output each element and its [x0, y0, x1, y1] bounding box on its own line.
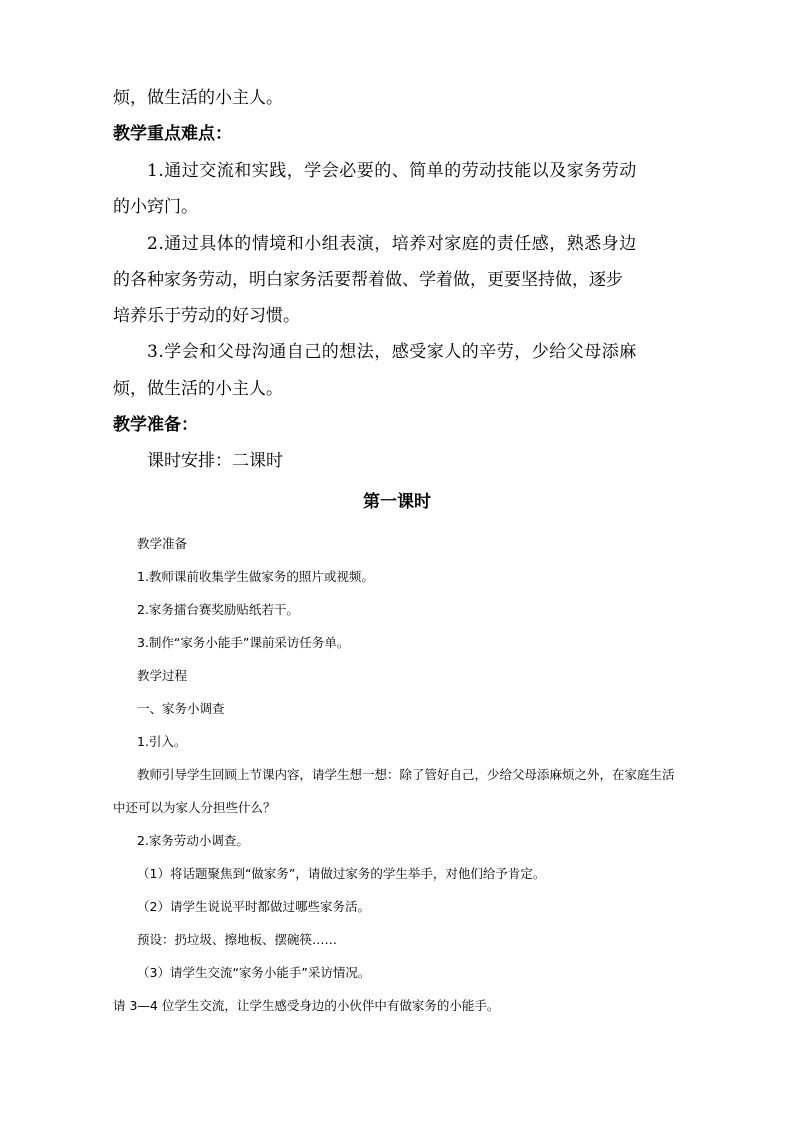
step-1-text-line-1: 教师引导学生回顾上节课内容，请学生想一想：除了管好自己，少给父母添麻烦之外，在家庭生活 — [137, 767, 675, 782]
section-1-heading: 一、家务小调查 — [137, 701, 225, 716]
key-point-3-line-1: 3.学会和父母沟通自己的想法，感受家人的辛劳，少给父母添麻 — [147, 342, 637, 362]
step-2-item-a: （1）将话题聚焦到“做家务”，请做过家务的学生举手，对他们给予肯定。 — [137, 866, 546, 881]
step-2-item-c-text: 请 3—4 位学生交流，让学生感受身边的小伙伴中有做家务的小能手。 — [113, 998, 500, 1013]
key-point-3-line-2: 烦，做生活的小主人。 — [113, 379, 283, 399]
schedule-text: 课时安排：二课时 — [147, 451, 283, 471]
key-point-1-line-1: 1.通过交流和实践，学会必要的、简单的劳动技能以及家务劳动 — [147, 161, 637, 181]
preset-text: 预设：扔垃圾、擦地板、摆碗筷…… — [137, 932, 338, 947]
step-1-text-line-2: 中还可以为家人分担些什么？ — [113, 800, 276, 815]
lesson-prep-heading: 教学准备 — [137, 536, 188, 551]
lesson-prep-item-1: 1.教师课前收集学生做家务的照片或视频。 — [137, 569, 374, 584]
process-heading: 教学过程 — [137, 668, 188, 683]
key-point-2-line-3: 培养乐于劳动的好习惯。 — [113, 306, 300, 326]
key-points-heading: 教学重点难点： — [113, 124, 232, 144]
key-point-2-line-1: 2.通过具体的情境和小组表演，培养对家庭的责任感，熟悉身边 — [147, 234, 637, 254]
step-1-label: 1.引入。 — [137, 734, 187, 749]
key-point-2-line-2: 的各种家务劳动，明白家务活要帮着做、学着做，更要坚持做，逐步 — [113, 270, 623, 290]
step-2-item-c: （3）请学生交流“家务小能手”采访情况。 — [137, 965, 371, 980]
lesson-prep-item-3: 3.制作“家务小能手”课前采访任务单。 — [137, 635, 350, 650]
lesson-prep-item-2: 2.家务擂台赛奖励贴纸若干。 — [137, 602, 299, 617]
objectives-tail: 烦，做生活的小主人。 — [113, 88, 283, 108]
step-2-label: 2.家务劳动小调查。 — [137, 833, 249, 848]
lesson-title: 第一课时 — [363, 492, 431, 512]
step-2-item-b: （2）请学生说说平时都做过哪些家务活。 — [137, 899, 370, 914]
preparation-heading: 教学准备： — [113, 415, 198, 435]
key-point-1-line-2: 的小窍门。 — [113, 197, 198, 217]
